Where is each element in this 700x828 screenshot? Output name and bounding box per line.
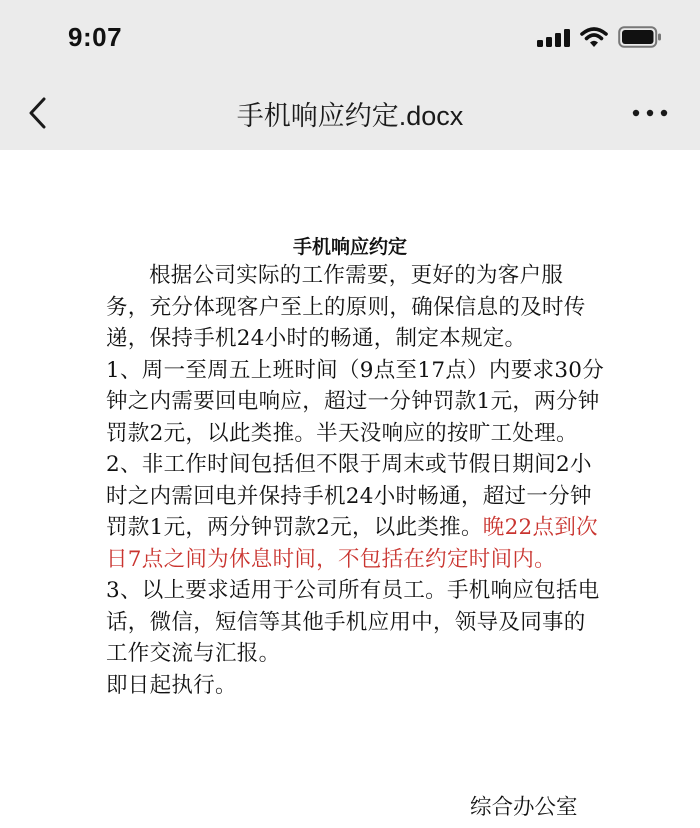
doc-rule-2 — [106, 449, 606, 575]
document-title: 手机响应约定.docx — [236, 101, 464, 131]
back-button[interactable] — [24, 90, 54, 136]
status-time: 9:07 — [68, 22, 123, 52]
status-bar — [0, 0, 700, 80]
doc-effective-line: 即日起执行。 — [106, 672, 237, 698]
doc-rule-1: 1、周一至周五上班时间（9点至17点）内要求30分钟之内需要回电响应，超过一分钟罚款1元，两分钟罚款2元，以此类推。半天没响应的按旷工处理。 — [106, 357, 605, 446]
document-page[interactable] — [0, 150, 700, 828]
cellular-signal-icon — [537, 29, 571, 47]
doc-intro-paragraph: 根据公司实际的工作需要，更好的为客户服务，充分体现客户至上的原则，确保信息的及时传递，保持手机24小时的畅通，制定本规定。 — [106, 263, 586, 351]
doc-rule-2-highlight: 晚22点到次日7点之间为休息时间，不包括在约定时间内。 — [106, 515, 598, 572]
more-dots-icon[interactable] — [630, 98, 670, 128]
doc-body — [106, 260, 606, 701]
doc-signature: 综合办公室 — [470, 795, 578, 820]
navigation-bar — [0, 80, 700, 150]
wifi-icon — [580, 26, 608, 48]
doc-rule-2-text: 2、非工作时间包括但不限于周末或节假日期间2小时之内需回电并保持手机24小时畅通，超过一分钟罚款1元，两分钟罚款2元，以此类推。 — [106, 452, 592, 540]
battery-icon — [618, 26, 662, 48]
doc-rule-3: 3、以上要求适用于公司所有员工。手机响应包括电话，微信，短信等其他手机应用中，领导及同事的工作交流与汇报。 — [106, 578, 600, 666]
doc-heading: 手机响应约定 — [292, 236, 407, 258]
